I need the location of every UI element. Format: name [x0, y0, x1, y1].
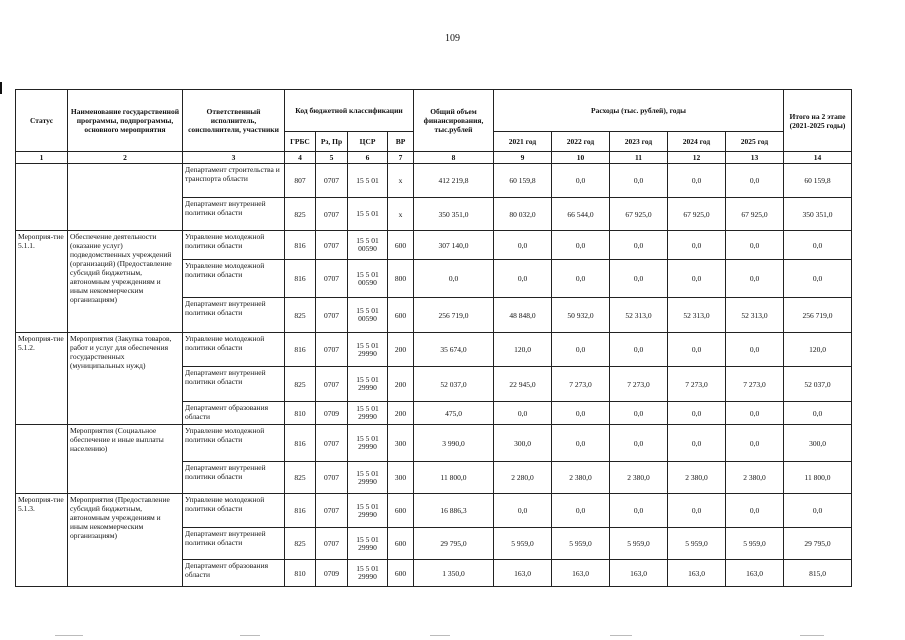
- year-2025-cell: 163,0: [726, 560, 784, 587]
- csr-cell: 15 5 01: [348, 164, 388, 198]
- year-2025-cell: 2 380,0: [726, 462, 784, 494]
- year-2025-cell: 0,0: [726, 260, 784, 298]
- grbs-cell: 810: [285, 402, 316, 425]
- year-2021-cell: 300,0: [494, 425, 552, 462]
- year-2025-cell: 52 313,0: [726, 298, 784, 333]
- itogo-cell: 300,0: [784, 425, 852, 462]
- csr-cell: 15 5 01: [348, 198, 388, 231]
- itogo-cell: 256 719,0: [784, 298, 852, 333]
- col-number: 7: [388, 152, 414, 164]
- csr-cell: 15 5 01 29990: [348, 402, 388, 425]
- year-2024-cell: 52 313,0: [668, 298, 726, 333]
- status-cell: [16, 164, 68, 231]
- total-volume-cell: 29 795,0: [414, 528, 494, 560]
- year-2023-cell: 163,0: [610, 560, 668, 587]
- year-2023-cell: 0,0: [610, 164, 668, 198]
- rzpr-cell: 0707: [316, 298, 348, 333]
- total-volume-cell: 3 990,0: [414, 425, 494, 462]
- itogo-cell: 120,0: [784, 333, 852, 367]
- year-2025-cell: 0,0: [726, 494, 784, 528]
- header-2022: 2022 год: [552, 132, 610, 152]
- col-number: 10: [552, 152, 610, 164]
- csr-cell: 15 5 01 00590: [348, 298, 388, 333]
- year-2022-cell: 50 932,0: [552, 298, 610, 333]
- year-2024-cell: 67 925,0: [668, 198, 726, 231]
- responsible-cell: Управление молодежной политики области: [183, 425, 285, 462]
- itogo-cell: 0,0: [784, 402, 852, 425]
- year-2023-cell: 52 313,0: [610, 298, 668, 333]
- scan-edge-marks: [0, 632, 905, 640]
- year-2022-cell: 0,0: [552, 164, 610, 198]
- itogo-cell: 0,0: [784, 260, 852, 298]
- header-2025: 2025 год: [726, 132, 784, 152]
- header-2023: 2023 год: [610, 132, 668, 152]
- year-2022-cell: 0,0: [552, 333, 610, 367]
- year-2023-cell: 0,0: [610, 425, 668, 462]
- vr-cell: 200: [388, 402, 414, 425]
- year-2023-cell: 0,0: [610, 260, 668, 298]
- vr-cell: 600: [388, 231, 414, 260]
- table-header: [16, 90, 852, 164]
- budget-table: [15, 89, 852, 587]
- vr-cell: 200: [388, 367, 414, 402]
- vr-cell: 800: [388, 260, 414, 298]
- year-2023-cell: 67 925,0: [610, 198, 668, 231]
- col-number: 2: [68, 152, 183, 164]
- activity-name-cell: Мероприятия (Закупка товаров, работ и услуг для обеспечения государственных (муниципальных нужд): [68, 333, 183, 425]
- csr-cell: 15 5 01 29990: [348, 494, 388, 528]
- year-2021-cell: 163,0: [494, 560, 552, 587]
- year-2025-cell: 7 273,0: [726, 367, 784, 402]
- total-volume-cell: 0,0: [414, 260, 494, 298]
- activity-name-cell: [68, 164, 183, 231]
- year-2021-cell: 0,0: [494, 231, 552, 260]
- year-2025-cell: 0,0: [726, 402, 784, 425]
- header-expenses: Расходы (тыс. рублей), годы: [494, 90, 784, 132]
- year-2023-cell: 0,0: [610, 231, 668, 260]
- header-2024: 2024 год: [668, 132, 726, 152]
- year-2023-cell: 0,0: [610, 494, 668, 528]
- status-cell: Мероприя-тие 5.1.3.: [16, 494, 68, 587]
- year-2022-cell: 7 273,0: [552, 367, 610, 402]
- table-row: [16, 333, 852, 367]
- header-csr: ЦСР: [348, 132, 388, 152]
- rzpr-cell: 0709: [316, 402, 348, 425]
- year-2021-cell: 0,0: [494, 260, 552, 298]
- year-2024-cell: 0,0: [668, 494, 726, 528]
- responsible-cell: Департамент внутренней политики области: [183, 367, 285, 402]
- year-2024-cell: 0,0: [668, 425, 726, 462]
- total-volume-cell: 256 719,0: [414, 298, 494, 333]
- itogo-cell: 350 351,0: [784, 198, 852, 231]
- page-number: 109: [445, 33, 460, 44]
- col-number: 12: [668, 152, 726, 164]
- year-2024-cell: 0,0: [668, 402, 726, 425]
- total-volume-cell: 475,0: [414, 402, 494, 425]
- responsible-cell: Департамент внутренней политики области: [183, 528, 285, 560]
- year-2022-cell: 2 380,0: [552, 462, 610, 494]
- responsible-cell: Департамент внутренней политики области: [183, 198, 285, 231]
- table-row: [16, 494, 852, 528]
- year-2025-cell: 67 925,0: [726, 198, 784, 231]
- header-itogo: Итого на 2 этапе (2021-2025 годы): [784, 90, 852, 152]
- responsible-cell: Департамент внутренней политики области: [183, 462, 285, 494]
- itogo-cell: 815,0: [784, 560, 852, 587]
- csr-cell: 15 5 01 00590: [348, 260, 388, 298]
- total-volume-cell: 35 674,0: [414, 333, 494, 367]
- year-2021-cell: 22 945,0: [494, 367, 552, 402]
- year-2023-cell: 2 380,0: [610, 462, 668, 494]
- year-2021-cell: 48 848,0: [494, 298, 552, 333]
- vr-cell: х: [388, 164, 414, 198]
- status-cell: Мероприя-тие 5.1.1.: [16, 231, 68, 333]
- year-2023-cell: 0,0: [610, 402, 668, 425]
- vr-cell: х: [388, 198, 414, 231]
- rzpr-cell: 0707: [316, 260, 348, 298]
- itogo-cell: 29 795,0: [784, 528, 852, 560]
- year-2024-cell: 0,0: [668, 164, 726, 198]
- year-2025-cell: 0,0: [726, 333, 784, 367]
- activity-name-cell: Обеспечение деятельности (оказание услуг) подведомственных учреждений (организаций) (Предоставление субсидий бюджетным, автономным учреждениям и иным некоммерческим организациям): [68, 231, 183, 333]
- year-2024-cell: 5 959,0: [668, 528, 726, 560]
- header-responsible: Ответственный исполнитель, соисполнители, участники: [183, 90, 285, 152]
- year-2021-cell: 5 959,0: [494, 528, 552, 560]
- itogo-cell: 0,0: [784, 494, 852, 528]
- year-2024-cell: 0,0: [668, 260, 726, 298]
- header-grbs: ГРБС: [285, 132, 316, 152]
- year-2022-cell: 163,0: [552, 560, 610, 587]
- year-2021-cell: 0,0: [494, 494, 552, 528]
- table-body: [16, 164, 852, 587]
- responsible-cell: Управление молодежной политики области: [183, 260, 285, 298]
- csr-cell: 15 5 01 29990: [348, 367, 388, 402]
- grbs-cell: 816: [285, 260, 316, 298]
- col-number: 4: [285, 152, 316, 164]
- status-cell: [16, 425, 68, 494]
- rzpr-cell: 0707: [316, 367, 348, 402]
- col-number: 14: [784, 152, 852, 164]
- total-volume-cell: 350 351,0: [414, 198, 494, 231]
- table-row: [16, 164, 852, 198]
- vr-cell: 300: [388, 425, 414, 462]
- col-number: 3: [183, 152, 285, 164]
- col-number: 5: [316, 152, 348, 164]
- vr-cell: 300: [388, 462, 414, 494]
- grbs-cell: 816: [285, 494, 316, 528]
- column-number-row: [16, 152, 852, 164]
- grbs-cell: 825: [285, 198, 316, 231]
- csr-cell: 15 5 01 00590: [348, 231, 388, 260]
- rzpr-cell: 0707: [316, 164, 348, 198]
- year-2021-cell: 2 280,0: [494, 462, 552, 494]
- year-2022-cell: 5 959,0: [552, 528, 610, 560]
- grbs-cell: 825: [285, 298, 316, 333]
- year-2025-cell: 0,0: [726, 231, 784, 260]
- grbs-cell: 816: [285, 333, 316, 367]
- status-cell: Мероприя-тие 5.1.2.: [16, 333, 68, 425]
- col-number: 13: [726, 152, 784, 164]
- rzpr-cell: 0707: [316, 198, 348, 231]
- year-2023-cell: 0,0: [610, 333, 668, 367]
- grbs-cell: 816: [285, 425, 316, 462]
- year-2022-cell: 66 544,0: [552, 198, 610, 231]
- year-2021-cell: 120,0: [494, 333, 552, 367]
- header-2021: 2021 год: [494, 132, 552, 152]
- year-2025-cell: 0,0: [726, 425, 784, 462]
- responsible-cell: Департамент внутренней политики области: [183, 298, 285, 333]
- year-2024-cell: 0,0: [668, 333, 726, 367]
- year-2022-cell: 0,0: [552, 231, 610, 260]
- responsible-cell: Департамент образования области: [183, 560, 285, 587]
- header-rzpr: Рз, Пр: [316, 132, 348, 152]
- rzpr-cell: 0707: [316, 528, 348, 560]
- header-status: Статус: [16, 90, 68, 152]
- total-volume-cell: 16 886,3: [414, 494, 494, 528]
- year-2021-cell: 80 032,0: [494, 198, 552, 231]
- rzpr-cell: 0707: [316, 494, 348, 528]
- itogo-cell: 0,0: [784, 231, 852, 260]
- rzpr-cell: 0707: [316, 231, 348, 260]
- col-number: 9: [494, 152, 552, 164]
- total-volume-cell: 307 140,0: [414, 231, 494, 260]
- col-number: 1: [16, 152, 68, 164]
- header-total-volume: Общий объем финансирования, тыс.рублей: [414, 90, 494, 152]
- col-number: 6: [348, 152, 388, 164]
- csr-cell: 15 5 01 29990: [348, 333, 388, 367]
- year-2025-cell: 0,0: [726, 164, 784, 198]
- responsible-cell: Управление молодежной политики области: [183, 333, 285, 367]
- vr-cell: 600: [388, 494, 414, 528]
- year-2021-cell: 0,0: [494, 402, 552, 425]
- activity-name-cell: Мероприятия (Предоставление субсидий бюджетным, автономным учреждениям и иным некоммерческим организациям): [68, 494, 183, 587]
- year-2024-cell: 0,0: [668, 231, 726, 260]
- activity-name-cell: Мероприятия (Социальное обеспечение и иные выплаты населению): [68, 425, 183, 494]
- responsible-cell: Управление молодежной политики области: [183, 494, 285, 528]
- year-2025-cell: 5 959,0: [726, 528, 784, 560]
- year-2022-cell: 0,0: [552, 494, 610, 528]
- year-2023-cell: 7 273,0: [610, 367, 668, 402]
- rzpr-cell: 0707: [316, 425, 348, 462]
- year-2022-cell: 0,0: [552, 402, 610, 425]
- header-name: Наименование государственной программы, подпрограммы, основного мероприятия: [68, 90, 183, 152]
- total-volume-cell: 11 800,0: [414, 462, 494, 494]
- table-row: [16, 425, 852, 462]
- total-volume-cell: 1 350,0: [414, 560, 494, 587]
- year-2023-cell: 5 959,0: [610, 528, 668, 560]
- grbs-cell: 807: [285, 164, 316, 198]
- grbs-cell: 825: [285, 528, 316, 560]
- header-vr: ВР: [388, 132, 414, 152]
- responsible-cell: Департамент строительства и транспорта области: [183, 164, 285, 198]
- responsible-cell: Управление молодежной политики области: [183, 231, 285, 260]
- csr-cell: 15 5 01 29990: [348, 560, 388, 587]
- csr-cell: 15 5 01 29990: [348, 425, 388, 462]
- edge-rule: [0, 82, 2, 94]
- vr-cell: 600: [388, 298, 414, 333]
- grbs-cell: 810: [285, 560, 316, 587]
- total-volume-cell: 412 219,8: [414, 164, 494, 198]
- itogo-cell: 52 037,0: [784, 367, 852, 402]
- year-2021-cell: 60 159,8: [494, 164, 552, 198]
- table-row: [16, 231, 852, 260]
- rzpr-cell: 0709: [316, 560, 348, 587]
- year-2024-cell: 7 273,0: [668, 367, 726, 402]
- rzpr-cell: 0707: [316, 462, 348, 494]
- csr-cell: 15 5 01 29990: [348, 528, 388, 560]
- col-number: 8: [414, 152, 494, 164]
- header-kbk: Код бюджетной классификации: [285, 90, 414, 132]
- itogo-cell: 11 800,0: [784, 462, 852, 494]
- year-2024-cell: 2 380,0: [668, 462, 726, 494]
- responsible-cell: Департамент образования области: [183, 402, 285, 425]
- grbs-cell: 825: [285, 367, 316, 402]
- grbs-cell: 825: [285, 462, 316, 494]
- rzpr-cell: 0707: [316, 333, 348, 367]
- vr-cell: 600: [388, 560, 414, 587]
- total-volume-cell: 52 037,0: [414, 367, 494, 402]
- col-number: 11: [610, 152, 668, 164]
- year-2024-cell: 163,0: [668, 560, 726, 587]
- vr-cell: 200: [388, 333, 414, 367]
- itogo-cell: 60 159,8: [784, 164, 852, 198]
- year-2022-cell: 0,0: [552, 425, 610, 462]
- grbs-cell: 816: [285, 231, 316, 260]
- csr-cell: 15 5 01 29990: [348, 462, 388, 494]
- vr-cell: 600: [388, 528, 414, 560]
- year-2022-cell: 0,0: [552, 260, 610, 298]
